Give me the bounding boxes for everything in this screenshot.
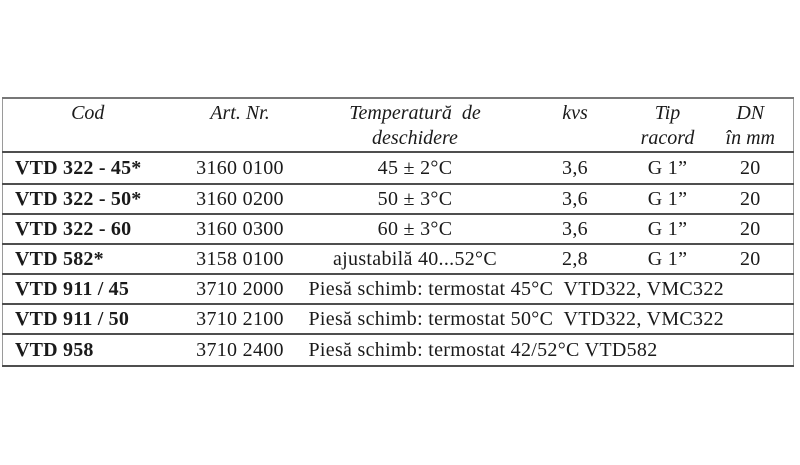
cell-temperatura: 45 ± 2°C [377, 156, 453, 179]
cell-tip-racord: G 1” [647, 247, 688, 270]
table-row [3, 152, 794, 184]
col-header-dn [708, 98, 794, 152]
cell-dn: 20 [739, 156, 761, 179]
cell-temperatura: ajustabilă 40...52°C [333, 247, 497, 270]
col-header-cod [3, 98, 173, 152]
cell-art-nr: 3710 2000 [196, 277, 284, 300]
header-line: racord [640, 127, 695, 149]
header-line: DN [736, 102, 765, 124]
table-row [3, 274, 794, 304]
table-header-row [3, 98, 794, 152]
header-line: deschidere [372, 127, 458, 149]
header-line: Cod [71, 102, 105, 124]
cell-cod: VTD 582* [15, 247, 104, 270]
header-line: Tip [654, 102, 681, 124]
cell-art-nr: 3710 2400 [196, 338, 284, 361]
cell-art-nr: 3160 0200 [196, 187, 284, 210]
cell-cod: VTD 911 / 50 [15, 307, 130, 330]
col-header-art-nr [173, 98, 308, 152]
header-line: Art. Nr. [210, 102, 270, 124]
cell-temperatura: 60 ± 3°C [377, 217, 453, 240]
cell-art-nr: 3160 0300 [196, 217, 284, 240]
cell-kvs: 3,6 [562, 156, 588, 179]
col-header-temperatura [308, 98, 523, 152]
cell-art-nr: 3710 2100 [196, 307, 284, 330]
cell-cod: VTD 322 - 50* [15, 187, 142, 210]
col-header-tip-racord [628, 98, 708, 152]
cell-tip-racord: G 1” [647, 187, 688, 210]
cell-art-nr: 3158 0100 [196, 247, 284, 270]
cell-spare-part-note: Piesă schimb: termostat 50°C VTD322, VMC322 [308, 307, 724, 330]
valve-spec-table [2, 97, 794, 367]
cell-cod: VTD 322 - 60 [15, 217, 132, 240]
cell-kvs: 3,6 [562, 187, 588, 210]
cell-kvs: 3,6 [562, 217, 588, 240]
header-line: în mm [725, 127, 775, 149]
table-row [3, 244, 794, 274]
cell-cod: VTD 322 - 45* [15, 156, 142, 179]
table-row [3, 304, 794, 334]
header-line: kvs [562, 102, 588, 124]
table-row [3, 184, 794, 214]
cell-tip-racord: G 1” [647, 156, 688, 179]
cell-art-nr: 3160 0100 [196, 156, 284, 179]
cell-dn: 20 [739, 187, 761, 210]
col-header-kvs [523, 98, 628, 152]
cell-spare-part-note: Piesă schimb: termostat 45°C VTD322, VMC322 [308, 277, 724, 300]
table-row [3, 334, 794, 366]
table-row [3, 214, 794, 244]
cell-tip-racord: G 1” [647, 217, 688, 240]
cell-dn: 20 [739, 217, 761, 240]
cell-spare-part-note: Piesă schimb: termostat 42/52°C VTD582 [308, 338, 658, 361]
cell-cod: VTD 911 / 45 [15, 277, 130, 300]
cell-dn: 20 [739, 247, 761, 270]
cell-cod: VTD 958 [15, 338, 94, 361]
header-line: Temperatură de [349, 102, 481, 124]
cell-kvs: 2,8 [562, 247, 588, 270]
cell-temperatura: 50 ± 3°C [377, 187, 453, 210]
